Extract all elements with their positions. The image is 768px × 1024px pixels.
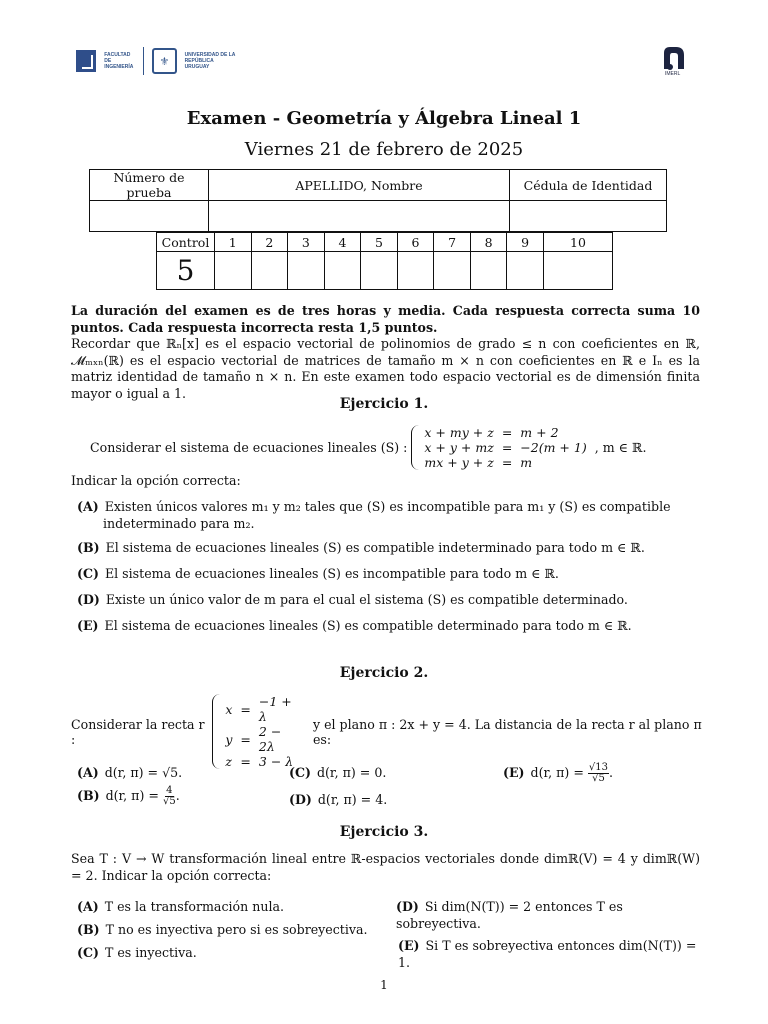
ej3-option-a[interactable] xyxy=(77,899,377,916)
answer-header-10: 10 xyxy=(543,233,612,252)
eq1-lhs: x + my + z xyxy=(424,425,494,440)
imerl-logo xyxy=(662,45,692,79)
intro-rules: La duración del examen es de tres horas y media. Cada respuesta correcta suma 10 puntos. Cada respuesta incorrecta resta 1,5 puntos. xyxy=(71,303,700,335)
line-x-var: x xyxy=(225,701,233,717)
line-z-var: z xyxy=(225,754,232,769)
ej3-title: Ejercicio 3. xyxy=(339,824,429,840)
ej2-option-d-text: d(r, π) = 4. xyxy=(317,792,388,807)
ej1-option-b-label: (B) xyxy=(77,540,100,555)
ej1-option-b[interactable] xyxy=(77,540,702,557)
imerl-logo-text: IMERL xyxy=(665,71,681,77)
ej1-option-a-label: (A) xyxy=(77,499,99,514)
apellido-nombre-field[interactable] xyxy=(209,201,510,232)
ej1-option-e-label: (E) xyxy=(77,618,99,633)
ej2-brace xyxy=(212,694,305,769)
ej1-prompt: Indicar la opción correcta: xyxy=(71,473,241,488)
eq2-eq: = xyxy=(501,440,513,455)
answer-cell-3[interactable] xyxy=(288,252,325,290)
ej2-option-e-pre: d(r, π) = xyxy=(530,765,584,780)
numero-prueba-field[interactable] xyxy=(90,201,209,232)
ej1-tail: , m ∈ ℝ. xyxy=(594,440,647,455)
eq3-rhs: m xyxy=(520,455,533,470)
line-y-rhs: 2 − 2λ xyxy=(258,724,282,754)
header-apellido-nombre: APELLIDO, Nombre xyxy=(209,170,510,201)
answer-cell-10[interactable] xyxy=(543,252,612,290)
line-x-eq: = xyxy=(240,701,251,717)
ej2-option-e-den: √5 xyxy=(592,773,605,784)
ej2-option-c[interactable] xyxy=(289,765,489,782)
ej3-option-c-text: T es inyectiva. xyxy=(104,945,197,960)
line-x-rhs: −1 + λ xyxy=(258,694,292,724)
ej1-option-d[interactable] xyxy=(77,592,702,609)
ej3-option-c-label: (C) xyxy=(77,945,99,960)
ej3-option-d[interactable] xyxy=(396,899,706,932)
identification-table xyxy=(89,169,667,232)
answer-cell-2[interactable] xyxy=(251,252,288,290)
eq2-rhs: −2(m + 1) xyxy=(520,440,587,455)
imerl-mark-icon xyxy=(662,45,692,71)
ej3-option-b[interactable] xyxy=(77,922,377,939)
line-y-eq: = xyxy=(240,731,251,747)
answer-header-5: 5 xyxy=(361,233,398,252)
ej3-option-a-label: (A) xyxy=(77,899,99,914)
exam-date: Viernes 21 de febrero de 2025 xyxy=(244,139,524,160)
fing-logo-text: FACULTAD DE INGENIERÍA xyxy=(104,52,134,70)
answer-header-8: 8 xyxy=(470,233,507,252)
eq2-lhs: x + y + mz xyxy=(424,440,494,455)
ej2-tail: y el plano π : 2x + y = 4. La distancia de la recta r al plano π es: xyxy=(312,716,702,747)
intro-block xyxy=(71,303,700,402)
control-header: Control xyxy=(157,233,215,252)
ej1-brace xyxy=(411,425,590,470)
ej2-option-a[interactable] xyxy=(77,765,277,782)
ej2-option-e-label: (E) xyxy=(503,765,525,780)
ej1-option-e[interactable] xyxy=(77,618,702,635)
fing-emblem-icon xyxy=(76,50,96,72)
ej1-equations xyxy=(420,425,590,470)
answer-header-1: 1 xyxy=(215,233,252,252)
ej1-lead: Considerar el sistema de ecuaciones lineales (S) : xyxy=(90,440,408,455)
ej2-title: Ejercicio 2. xyxy=(339,665,429,681)
ej1-option-c[interactable] xyxy=(77,566,702,583)
ej2-option-b-label: (B) xyxy=(77,788,100,803)
answer-header-3: 3 xyxy=(288,233,325,252)
answer-cell-5[interactable] xyxy=(361,252,398,290)
ej2-option-c-label: (C) xyxy=(289,765,311,780)
line-z-eq: = xyxy=(240,754,251,769)
ej2-option-b-fraction xyxy=(163,786,176,807)
ej2-option-e-num: √13 xyxy=(588,762,609,773)
ej1-system xyxy=(90,425,690,470)
ej1-option-b-text: El sistema de ecuaciones lineales (S) es compatible indeterminado para todo m ∈ ℝ. xyxy=(105,540,645,555)
ej2-equations xyxy=(221,694,305,769)
ej3-option-c[interactable] xyxy=(77,945,377,962)
eq1-rhs: m + 2 xyxy=(520,425,559,440)
eq3-eq: = xyxy=(501,455,513,470)
ej1-option-a-text: Existen únicos valores m₁ y m₂ tales que (S) es incompatible para m₁ y (S) es compatible indeterminado para m₂. xyxy=(103,499,671,531)
ej2-option-c-text: d(r, π) = 0. xyxy=(316,765,387,780)
ej3-option-e-label: (E) xyxy=(398,938,420,953)
ej3-option-e[interactable] xyxy=(398,938,708,971)
control-value: 5 xyxy=(157,252,215,290)
ej2-option-b[interactable]: (B) d(r, π) = $\frac{4}{√5}$ . xyxy=(77,785,180,807)
answer-cell-9[interactable] xyxy=(507,252,544,290)
ej2-option-a-text: d(r, π) = √5. xyxy=(104,765,183,780)
ej2-option-e[interactable]: (E) d(r, π) = $\frac{√13}{√5}$ . xyxy=(503,762,614,784)
ej2-option-a-label: (A) xyxy=(77,765,99,780)
udelar-logo-text: UNIVERSIDAD DE LA REPÚBLICA URUGUAY xyxy=(184,52,236,70)
eq3-lhs: mx + y + z xyxy=(424,455,494,470)
ej1-option-c-label: (C) xyxy=(77,566,99,581)
ej2-option-b-num: 4 xyxy=(166,785,173,796)
ej1-title: Ejercicio 1. xyxy=(339,396,429,412)
ej1-option-a[interactable] xyxy=(77,499,703,532)
page-number: 1 xyxy=(380,978,388,992)
exam-title: Examen - Geometría y Álgebra Lineal 1 xyxy=(186,108,582,129)
intro-notation: Recordar que ℝₙ[x] es el espacio vectorial de polinomios de grado ≤ n con coeficientes en ℝ, 𝓜ₘₓₙ(ℝ) es el espacio vectorial de matrices de tamaño m × n con coeficientes en ℝ e Iₙ es la matriz identidad de tamaño n × n. En este examen todo espacio vectorial es de dimensión finita mayor o igual a 1. xyxy=(71,336,700,401)
eq1-eq: = xyxy=(501,425,513,440)
ej3-option-d-text: Si dim(N(T)) = 2 entonces T es sobreyectiva. xyxy=(396,899,623,931)
answer-cell-1[interactable] xyxy=(215,252,252,290)
answer-header-4: 4 xyxy=(324,233,361,252)
logo-divider xyxy=(143,47,144,75)
answer-header-6: 6 xyxy=(397,233,434,252)
ej3-statement: Sea T : V → W transformación lineal entre ℝ-espacios vectoriales donde dimℝ(V) = 4 y dimℝ(W) = 2. Indicar la opción correcta: xyxy=(71,851,700,883)
ej2-option-d-label: (D) xyxy=(289,792,312,807)
ej1-option-d-label: (D) xyxy=(77,592,100,607)
control-table xyxy=(156,232,613,290)
ej3-option-b-text: T no es inyectiva pero si es sobreyectiva. xyxy=(105,922,368,937)
line-y-var: y xyxy=(225,731,233,747)
answer-cell-6[interactable] xyxy=(397,252,434,290)
answer-cell-8[interactable] xyxy=(470,252,507,290)
ej2-option-d[interactable] xyxy=(289,792,489,809)
line-z-rhs: 3 − λ xyxy=(258,754,294,769)
ej3-option-a-text: T es la transformación nula. xyxy=(104,899,284,914)
cedula-field[interactable] xyxy=(510,201,667,232)
ej1-option-e-text: El sistema de ecuaciones lineales (S) es compatible determinado para todo m ∈ ℝ. xyxy=(104,618,632,633)
answer-cell-7[interactable] xyxy=(434,252,471,290)
ej3-option-d-label: (D) xyxy=(396,899,419,914)
answer-header-2: 2 xyxy=(251,233,288,252)
header-numero-prueba: Número de prueba xyxy=(90,170,209,201)
header-cedula: Cédula de Identidad xyxy=(510,170,667,201)
ej2-lead: Considerar la recta r : xyxy=(71,716,205,747)
ej3-option-e-text: Si T es sobreyectiva entonces dim(N(T)) = 1. xyxy=(398,938,697,970)
ej2-option-e-fraction xyxy=(588,763,609,784)
ej3-option-b-label: (B) xyxy=(77,922,100,937)
answer-header-9: 9 xyxy=(507,233,544,252)
ej1-option-c-text: El sistema de ecuaciones lineales (S) es incompatible para todo m ∈ ℝ. xyxy=(104,566,559,581)
answer-header-7: 7 xyxy=(434,233,471,252)
answer-cell-4[interactable] xyxy=(324,252,361,290)
ej1-option-d-text: Existe un único valor de m para el cual el sistema (S) es compatible determinado. xyxy=(105,592,628,607)
ej2-line xyxy=(71,694,711,769)
ej2-option-b-den: √5 xyxy=(162,796,176,807)
udelar-seal-icon: ⚜ xyxy=(152,48,176,74)
ej2-option-b-pre: d(r, π) = xyxy=(105,788,159,803)
fing-udelar-logo xyxy=(76,46,236,76)
